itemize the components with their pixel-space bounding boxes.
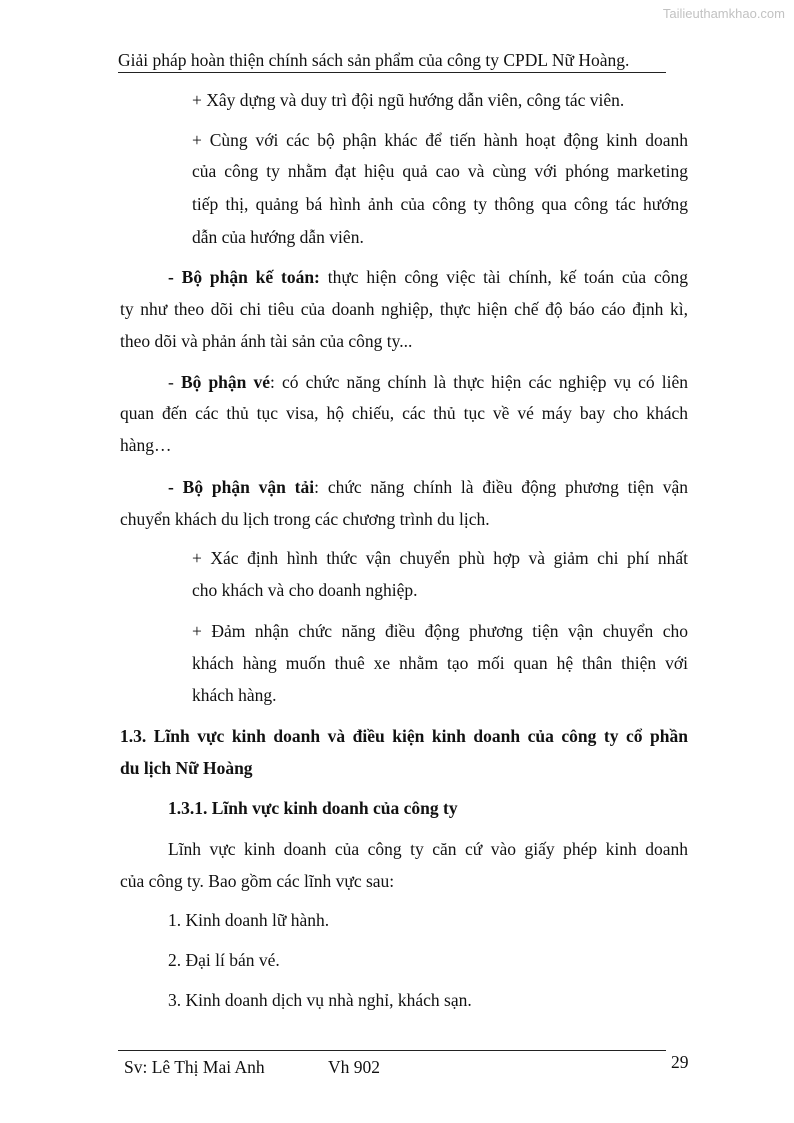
watermark: Tailieuthamkhao.com [662, 6, 785, 21]
transport-line-2: chuyển khách du lịch trong các chương trình du lịch. [120, 509, 490, 529]
bullet-coop-line-2: của công ty nhằm đạt hiệu quả cao và cùng với phóng marketing [192, 161, 688, 181]
accounting-line-3: theo dõi và phản ánh tài sản của công ty... [120, 331, 413, 351]
transport-line-1: - Bộ phận vận tải: chức năng chính là điều động phương tiện vận [168, 477, 688, 497]
transport-label: - Bộ phận vận tải [168, 477, 315, 497]
accounting-label: - Bộ phận kế toán: [168, 267, 320, 287]
bullet-vehicle-rental-line-3: khách hàng. [192, 685, 277, 705]
footer-class-code: Vh 902 [328, 1057, 381, 1077]
section-1-3-heading-line-2: du lịch Nữ Hoàng [120, 758, 253, 778]
list-item-2: 2. Đại lí bán vé. [168, 950, 280, 970]
bullet-coop-line-4: dẫn của hướng dẫn viên. [192, 227, 364, 247]
list-item-1: 1. Kinh doanh lữ hành. [168, 910, 330, 930]
bullet-transport-form-line-1: + Xác định hình thức vận chuyển phù hợp và giảm chi phí nhất [192, 548, 688, 568]
intro-line-2: của công ty. Bao gồm các lĩnh vực sau: [120, 871, 395, 891]
bullet-transport-form-line-2: cho khách và cho doanh nghiệp. [192, 580, 418, 600]
intro-line-1: Lĩnh vực kinh doanh của công ty căn cứ vào giấy phép kinh doanh [168, 839, 688, 859]
bullet-guides: + Xây dựng và duy trì đội ngũ hướng dẫn viên, công tác viên. [192, 90, 625, 110]
bullet-vehicle-rental-line-1: + Đảm nhận chức năng điều động phương tiện vận chuyển cho [192, 621, 688, 641]
section-1-3-heading-line-1: 1.3. Lĩnh vực kinh doanh và điều kiện kinh doanh của công ty cổ phần [120, 726, 688, 746]
accounting-line-2: ty như theo dõi chi tiêu của doanh nghiệp, thực hiện chế độ báo cáo định kì, [120, 299, 688, 319]
bullet-vehicle-rental-line-2: khách hàng muốn thuê xe nhằm tạo mối quan hệ thân thiện với [192, 653, 688, 673]
page-header: Giải pháp hoàn thiện chính sách sản phẩm của công ty CPDL Nữ Hoàng. [118, 48, 666, 73]
accounting-line-1: - Bộ phận kế toán: thực hiện công việc tài chính, kế toán của công [168, 267, 688, 287]
list-item-3: 3. Kinh doanh dịch vụ nhà nghỉ, khách sạn. [168, 990, 472, 1010]
tickets-line-2: quan đến các thủ tục visa, hộ chiếu, các thủ tục về vé máy bay cho khách [120, 403, 688, 423]
tickets-line-3: hàng… [120, 435, 172, 455]
section-1-3-1-heading: 1.3.1. Lĩnh vực kinh doanh của công ty [168, 798, 458, 818]
bullet-coop-line-3: tiếp thị, quảng bá hình ảnh của công ty thông qua công tác hướng [192, 194, 688, 214]
tickets-line-1: - Bộ phận vé: có chức năng chính là thực hiện các nghiệp vụ có liên [168, 372, 689, 392]
bullet-coop-line-1: + Cùng với các bộ phận khác để tiến hành hoạt động kinh doanh [192, 130, 688, 150]
footer-student: Sv: Lê Thị Mai Anh [124, 1057, 265, 1077]
tickets-label: Bộ phận vé [180, 372, 271, 392]
page-number: 29 [671, 1052, 689, 1072]
footer-rule [118, 1050, 666, 1051]
